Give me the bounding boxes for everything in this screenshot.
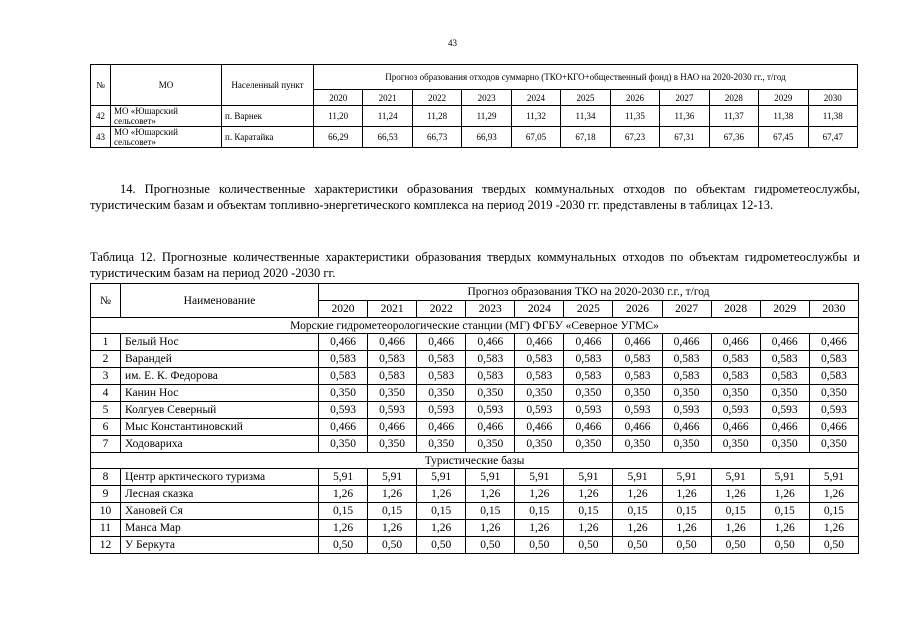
value-cell: 0,466 [760, 419, 809, 436]
row-name: им. Е. К. Федорова [121, 368, 319, 385]
value-cell: 0,583 [466, 368, 515, 385]
value-cell: 66,53 [363, 127, 412, 148]
value-cell: 0,15 [809, 503, 858, 520]
value-cell: 0,466 [466, 419, 515, 436]
row-name: Колгуев Северный [121, 402, 319, 419]
year-header: 2026 [610, 90, 659, 106]
year-header: 2025 [564, 301, 613, 318]
value-cell: 0,350 [319, 436, 368, 453]
value-cell: 0,583 [515, 368, 564, 385]
table-row [91, 334, 859, 351]
value-cell: 0,583 [515, 351, 564, 368]
column-header-number: № [91, 284, 121, 318]
row-name: Канин Нос [121, 385, 319, 402]
value-cell: 0,350 [466, 385, 515, 402]
value-cell: 0,350 [564, 436, 613, 453]
paragraph-14 [90, 181, 860, 213]
value-cell: 0,583 [564, 368, 613, 385]
value-cell: 66,93 [462, 127, 511, 148]
row-number: 43 [91, 127, 111, 148]
value-cell: 67,18 [561, 127, 610, 148]
year-header: 2029 [759, 90, 808, 106]
value-cell: 0,583 [613, 351, 662, 368]
value-cell: 1,26 [368, 486, 417, 503]
value-cell: 5,91 [319, 469, 368, 486]
value-cell: 1,26 [711, 520, 760, 537]
row-number: 5 [91, 402, 121, 419]
value-cell: 1,26 [613, 520, 662, 537]
value-cell: 0,350 [515, 385, 564, 402]
value-cell: 1,26 [809, 520, 858, 537]
section-header [91, 318, 859, 334]
value-cell: 11,35 [610, 106, 659, 127]
value-cell: 1,26 [662, 486, 711, 503]
value-cell: 0,466 [809, 419, 858, 436]
year-header: 2020 [319, 301, 368, 318]
column-header-forecast: Прогноз образования ТКО на 2020-2030 г.г., т/год [319, 284, 859, 301]
row-name: Ходовариха [121, 436, 319, 453]
value-cell: 5,91 [368, 469, 417, 486]
table-row [91, 469, 859, 486]
row-name: Манса Мар [121, 520, 319, 537]
value-cell: 0,583 [760, 351, 809, 368]
row-number: 4 [91, 385, 121, 402]
value-cell: 0,466 [662, 334, 711, 351]
year-header: 2030 [809, 301, 858, 318]
table-row [91, 127, 858, 148]
row-settlement: п. Варнек [222, 106, 314, 127]
value-cell: 0,583 [613, 368, 662, 385]
year-header: 2026 [613, 301, 662, 318]
value-cell: 0,466 [564, 334, 613, 351]
section-header-title: Туристические базы [91, 453, 859, 469]
year-header: 2023 [466, 301, 515, 318]
table-row [91, 368, 859, 385]
value-cell: 0,466 [613, 334, 662, 351]
table-row [91, 419, 859, 436]
value-cell: 0,593 [662, 402, 711, 419]
value-cell: 5,91 [417, 469, 466, 486]
year-header: 2024 [511, 90, 560, 106]
row-name: Белый Нос [121, 334, 319, 351]
value-cell: 67,45 [759, 127, 808, 148]
row-number: 1 [91, 334, 121, 351]
value-cell: 0,350 [760, 436, 809, 453]
value-cell: 0,350 [417, 385, 466, 402]
value-cell: 0,50 [809, 537, 858, 554]
value-cell: 0,15 [613, 503, 662, 520]
value-cell: 0,583 [760, 368, 809, 385]
value-cell: 5,91 [711, 469, 760, 486]
row-mo: МО «Юшарский сельсовет» [111, 127, 222, 148]
value-cell: 5,91 [760, 469, 809, 486]
value-cell: 66,29 [314, 127, 363, 148]
year-header: 2025 [561, 90, 610, 106]
value-cell: 0,593 [417, 402, 466, 419]
row-name: Центр арктического туризма [121, 469, 319, 486]
value-cell: 0,583 [319, 368, 368, 385]
column-header-forecast: Прогноз образования отходов суммарно (ТКО+КГО+общественный фонд) в НАО на 2020-2030 гг., т/год [314, 65, 858, 90]
table-12 [90, 283, 859, 554]
value-cell: 0,466 [662, 419, 711, 436]
value-cell: 1,26 [417, 520, 466, 537]
row-name: Лесная сказка [121, 486, 319, 503]
row-number: 12 [91, 537, 121, 554]
value-cell: 0,350 [319, 385, 368, 402]
value-cell: 0,583 [809, 351, 858, 368]
value-cell: 0,583 [809, 368, 858, 385]
row-number: 3 [91, 368, 121, 385]
year-header: 2023 [462, 90, 511, 106]
value-cell: 0,583 [319, 351, 368, 368]
value-cell: 1,26 [662, 520, 711, 537]
year-header: 2028 [709, 90, 758, 106]
value-cell: 0,583 [564, 351, 613, 368]
value-cell: 0,50 [466, 537, 515, 554]
value-cell: 0,15 [466, 503, 515, 520]
value-cell: 0,50 [319, 537, 368, 554]
year-header: 2021 [368, 301, 417, 318]
value-cell: 11,38 [808, 106, 857, 127]
value-cell: 0,583 [711, 368, 760, 385]
row-name: Варандей [121, 351, 319, 368]
value-cell: 1,26 [466, 520, 515, 537]
value-cell: 0,350 [368, 436, 417, 453]
value-cell: 0,350 [417, 436, 466, 453]
value-cell: 0,15 [417, 503, 466, 520]
value-cell: 0,50 [368, 537, 417, 554]
paragraph-14-text: 14. Прогнозные количественные характеристики образования твердых коммунальных отходов по объектам гидрометеослужбы, туристическим базам и объектам топливно-энергетического комплекса на период 2019 -2030 гг. представлены в таблицах 12-13. [90, 182, 860, 212]
value-cell: 0,593 [760, 402, 809, 419]
value-cell: 11,36 [660, 106, 709, 127]
value-cell: 0,350 [613, 385, 662, 402]
value-cell: 0,593 [809, 402, 858, 419]
column-header-name: Наименование [121, 284, 319, 318]
value-cell: 0,466 [809, 334, 858, 351]
value-cell: 0,15 [319, 503, 368, 520]
year-header: 2029 [760, 301, 809, 318]
value-cell: 0,466 [466, 334, 515, 351]
value-cell: 0,15 [711, 503, 760, 520]
table-row [91, 486, 859, 503]
value-cell: 0,350 [711, 436, 760, 453]
value-cell: 0,593 [564, 402, 613, 419]
year-header: 2027 [662, 301, 711, 318]
value-cell: 0,583 [711, 351, 760, 368]
row-number: 10 [91, 503, 121, 520]
page-number: 43 [448, 38, 457, 48]
value-cell: 11,29 [462, 106, 511, 127]
section-header-title: Морские гидрометеорологические станции (МГ) ФГБУ «Северное УГМС» [91, 318, 859, 334]
value-cell: 0,50 [662, 537, 711, 554]
row-number: 42 [91, 106, 111, 127]
value-cell: 1,26 [711, 486, 760, 503]
value-cell: 0,350 [564, 385, 613, 402]
value-cell: 1,26 [809, 486, 858, 503]
value-cell: 0,583 [466, 351, 515, 368]
row-name: Хановей Ся [121, 503, 319, 520]
value-cell: 1,26 [564, 486, 613, 503]
row-number: 6 [91, 419, 121, 436]
value-cell: 1,26 [319, 520, 368, 537]
year-header: 2022 [412, 90, 461, 106]
value-cell: 0,466 [319, 334, 368, 351]
value-cell: 5,91 [564, 469, 613, 486]
value-cell: 0,593 [613, 402, 662, 419]
value-cell: 11,34 [561, 106, 610, 127]
table-row [91, 106, 858, 127]
value-cell: 11,38 [759, 106, 808, 127]
value-cell: 0,350 [711, 385, 760, 402]
value-cell: 11,24 [363, 106, 412, 127]
value-cell: 11,20 [314, 106, 363, 127]
value-cell: 0,593 [711, 402, 760, 419]
table-row [91, 402, 859, 419]
value-cell: 1,26 [760, 486, 809, 503]
value-cell: 0,466 [711, 334, 760, 351]
column-header-mo: МО [111, 65, 222, 106]
value-cell: 0,50 [711, 537, 760, 554]
table-row [91, 351, 859, 368]
value-cell: 0,350 [515, 436, 564, 453]
table-row [91, 537, 859, 554]
value-cell: 1,26 [319, 486, 368, 503]
value-cell: 0,593 [319, 402, 368, 419]
table-row [91, 503, 859, 520]
value-cell: 0,466 [417, 334, 466, 351]
value-cell: 0,350 [809, 436, 858, 453]
value-cell: 0,593 [515, 402, 564, 419]
value-cell: 0,350 [613, 436, 662, 453]
value-cell: 0,466 [515, 419, 564, 436]
value-cell: 0,50 [417, 537, 466, 554]
value-cell: 0,593 [368, 402, 417, 419]
value-cell: 67,36 [709, 127, 758, 148]
row-number: 7 [91, 436, 121, 453]
value-cell: 0,583 [662, 368, 711, 385]
value-cell: 1,26 [515, 486, 564, 503]
year-header: 2028 [711, 301, 760, 318]
table-row [91, 385, 859, 402]
value-cell: 0,466 [417, 419, 466, 436]
value-cell: 0,593 [466, 402, 515, 419]
value-cell: 0,350 [368, 385, 417, 402]
value-cell: 5,91 [613, 469, 662, 486]
value-cell: 0,350 [809, 385, 858, 402]
value-cell: 0,466 [711, 419, 760, 436]
year-header: 2020 [314, 90, 363, 106]
value-cell: 0,583 [368, 351, 417, 368]
value-cell: 0,50 [564, 537, 613, 554]
value-cell: 0,583 [417, 368, 466, 385]
column-header-number: № [91, 65, 111, 106]
year-header: 2021 [363, 90, 412, 106]
value-cell: 0,466 [368, 334, 417, 351]
value-cell: 1,26 [368, 520, 417, 537]
row-number: 11 [91, 520, 121, 537]
value-cell: 0,350 [662, 436, 711, 453]
value-cell: 0,466 [319, 419, 368, 436]
year-header: 2022 [417, 301, 466, 318]
value-cell: 5,91 [662, 469, 711, 486]
row-number: 9 [91, 486, 121, 503]
table-row [91, 436, 859, 453]
value-cell: 0,15 [564, 503, 613, 520]
table-12-caption: Таблица 12. Прогнозные количественные характеристики образования твердых коммунальных отходов по объектам гидрометеослужбы и туристическим базам на период 2020 -2030 гг. [90, 250, 860, 280]
value-cell: 5,91 [515, 469, 564, 486]
value-cell: 0,15 [515, 503, 564, 520]
value-cell: 5,91 [809, 469, 858, 486]
value-cell: 0,50 [515, 537, 564, 554]
value-cell: 0,466 [368, 419, 417, 436]
forecast-table-continuation [90, 64, 858, 148]
value-cell: 1,26 [760, 520, 809, 537]
value-cell: 1,26 [564, 520, 613, 537]
value-cell: 66,73 [412, 127, 461, 148]
row-number: 2 [91, 351, 121, 368]
value-cell: 0,50 [613, 537, 662, 554]
value-cell: 0,15 [368, 503, 417, 520]
value-cell: 5,91 [466, 469, 515, 486]
section-header [91, 453, 859, 469]
value-cell: 11,37 [709, 106, 758, 127]
table-row [91, 520, 859, 537]
value-cell: 0,350 [662, 385, 711, 402]
row-mo: МО «Юшарский сельсовет» [111, 106, 222, 127]
value-cell: 0,466 [760, 334, 809, 351]
row-settlement: п. Каратайка [222, 127, 314, 148]
row-number: 8 [91, 469, 121, 486]
value-cell: 11,32 [511, 106, 560, 127]
value-cell: 0,15 [760, 503, 809, 520]
year-header: 2027 [660, 90, 709, 106]
row-name: Мыс Константиновский [121, 419, 319, 436]
value-cell: 1,26 [613, 486, 662, 503]
value-cell: 0,466 [515, 334, 564, 351]
value-cell: 0,50 [760, 537, 809, 554]
row-name: У Беркута [121, 537, 319, 554]
value-cell: 1,26 [466, 486, 515, 503]
value-cell: 0,350 [760, 385, 809, 402]
year-header: 2024 [515, 301, 564, 318]
value-cell: 0,350 [466, 436, 515, 453]
value-cell: 1,26 [417, 486, 466, 503]
value-cell: 0,466 [613, 419, 662, 436]
value-cell: 11,28 [412, 106, 461, 127]
column-header-settlement: Населенный пункт [222, 65, 314, 106]
value-cell: 0,15 [662, 503, 711, 520]
value-cell: 67,31 [660, 127, 709, 148]
value-cell: 0,466 [564, 419, 613, 436]
year-header: 2030 [808, 90, 857, 106]
value-cell: 0,583 [368, 368, 417, 385]
value-cell: 67,05 [511, 127, 560, 148]
value-cell: 0,583 [662, 351, 711, 368]
value-cell: 67,47 [808, 127, 857, 148]
value-cell: 0,583 [417, 351, 466, 368]
value-cell: 67,23 [610, 127, 659, 148]
value-cell: 1,26 [515, 520, 564, 537]
